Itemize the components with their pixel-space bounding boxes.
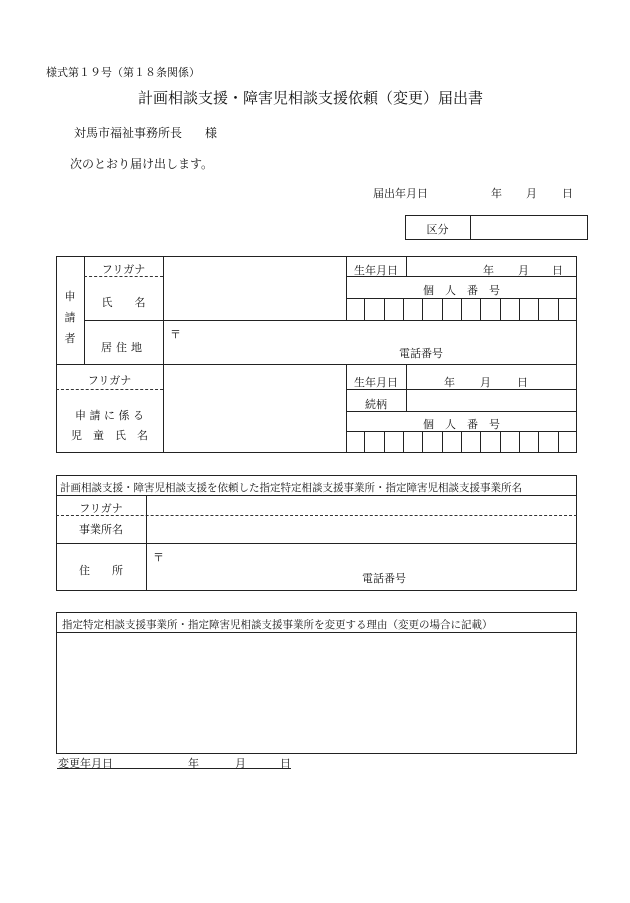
child-my-number-cells[interactable]: [346, 431, 577, 453]
intro-text: 次のとおり届け出します。: [70, 157, 214, 171]
applicant-side-label: 申 請 者: [64, 290, 76, 345]
child-name-label-line2: 児 童 氏 名: [71, 429, 148, 442]
child-birth-day: 日: [517, 376, 528, 389]
applicant-my-number-label: 個 人 番 号: [423, 284, 500, 297]
change-date-label: 変更年月日: [58, 757, 113, 770]
office-furigana-label: フリガナ: [79, 502, 123, 515]
filing-date-label: 届出年月日: [373, 187, 428, 200]
change-date-month[interactable]: 月: [235, 757, 246, 770]
filing-date-month[interactable]: 月: [526, 187, 537, 200]
office-phone-label: 電話番号: [362, 572, 406, 585]
child-relation-label: 続柄: [365, 398, 387, 411]
addressee-honorific: 様: [205, 126, 218, 140]
form-number: 様式第１９号（第１８条関係）: [46, 66, 200, 79]
addressee: 対馬市福祉事務所長: [74, 126, 183, 140]
change-date-day[interactable]: 日: [280, 757, 291, 770]
applicant-birth-day: 日: [552, 264, 563, 277]
applicant-my-number-cells[interactable]: [346, 298, 577, 320]
child-birth-label: 生年月日: [354, 376, 398, 389]
kubun-label: 区分: [426, 223, 449, 236]
child-my-number-label: 個 人 番 号: [423, 418, 500, 431]
child-birth-month: 月: [480, 376, 491, 389]
applicant-address-label: 居住地: [101, 341, 146, 354]
change-date-underline: [57, 768, 291, 769]
office-postal-mark: 〒: [153, 551, 164, 564]
child-birth-year: 年: [444, 376, 455, 389]
applicant-phone-label: 電話番号: [399, 347, 443, 360]
page-title: 計画相談支援・障害児相談支援依頼（変更）届出書: [138, 89, 484, 107]
applicant-birth-year: 年: [483, 264, 494, 277]
office-address-label: 住 所: [79, 564, 123, 577]
child-name-label-line1: 申 請 に 係 る: [75, 409, 144, 422]
office-header: 計画相談支援・障害児相談支援を依頼した指定特定相談支援事業所・指定障害児相談支援事業所名: [60, 482, 522, 494]
reason-header: 指定特定相談支援事業所・指定障害児相談支援事業所を変更する理由（変更の場合に記載）: [62, 619, 493, 631]
filing-date-day[interactable]: 日: [562, 187, 573, 200]
reason-text-area[interactable]: [60, 638, 573, 750]
applicant-name-label: 氏 名: [101, 296, 146, 309]
applicant-birth-month: 月: [518, 264, 529, 277]
child-furigana-label: フリガナ: [87, 374, 132, 387]
change-date-year[interactable]: 年: [188, 757, 199, 770]
applicant-birth-label: 生年月日: [354, 264, 398, 277]
applicant-postal-mark: 〒: [170, 328, 181, 341]
filing-date-year[interactable]: 年: [491, 187, 502, 200]
applicant-furigana-label: フリガナ: [101, 263, 146, 276]
office-name-label: 事業所名: [79, 523, 123, 536]
